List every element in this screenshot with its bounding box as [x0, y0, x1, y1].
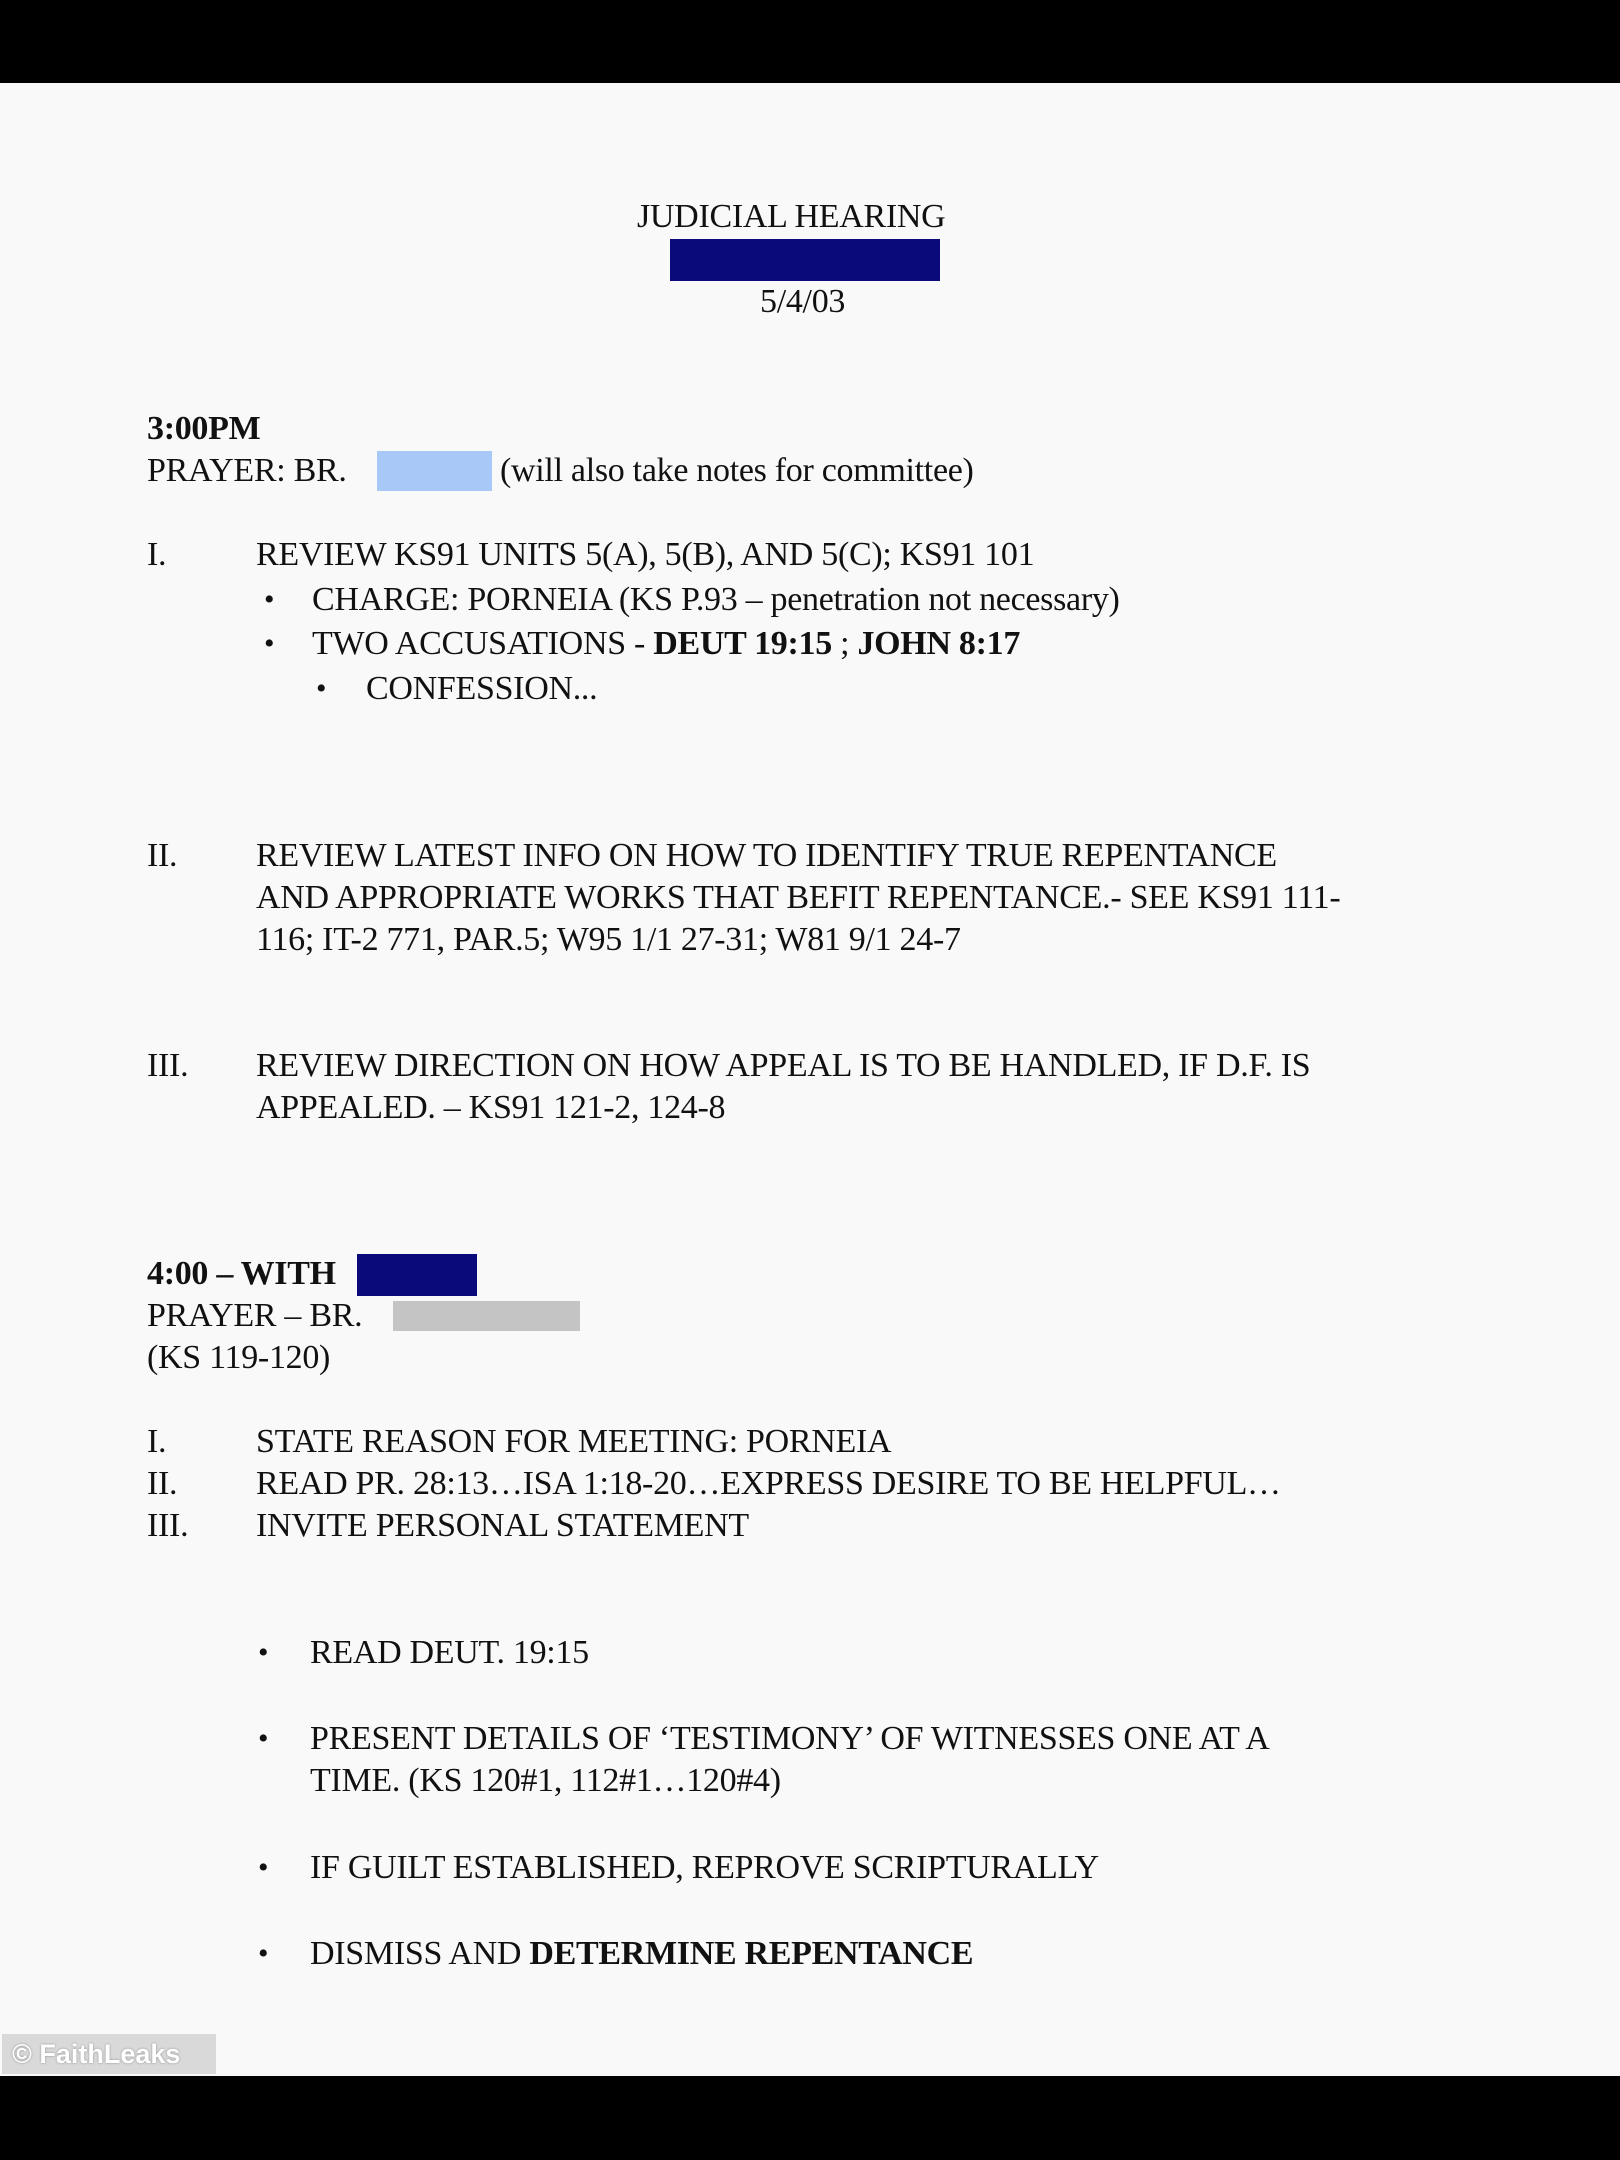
session1-time: 3:00PM — [147, 410, 261, 447]
bullet-icon: • — [258, 1636, 269, 1669]
item-text-line: APPEALED. – KS91 121-2, 124-8 — [256, 1089, 726, 1126]
item-numeral: I. — [147, 536, 167, 573]
bullet-text: IF GUILT ESTABLISHED, REPROVE SCRIPTURALLY — [310, 1849, 1099, 1886]
item-text-line: REVIEW LATEST INFO ON HOW TO IDENTIFY TRUE REPENTANCE — [256, 837, 1277, 874]
bullet-icon: • — [258, 1937, 269, 1970]
accusations-ref1: DEUT 19:15 — [653, 625, 832, 662]
watermark-label: © FaithLeaks — [2, 2034, 216, 2074]
session1-prayer-suffix: (will also take notes for committee) — [500, 452, 974, 489]
accusations-sep: ; — [831, 625, 858, 662]
redaction-bar-prayer1 — [377, 451, 492, 491]
item-numeral: I. — [147, 1423, 167, 1460]
session2-prayer: PRAYER – BR. — [147, 1297, 363, 1334]
session2-ref: (KS 119-120) — [147, 1339, 331, 1376]
item-text: READ PR. 28:13…ISA 1:18-20…EXPRESS DESIRE TO BE HELPFUL… — [256, 1465, 1281, 1502]
accusations-prefix: TWO ACCUSATIONS - — [312, 625, 654, 662]
item-numeral: III. — [147, 1507, 189, 1544]
session2-time: 4:00 – WITH — [147, 1255, 336, 1292]
dismiss-bold: DETERMINE REPENTANCE — [529, 1935, 974, 1972]
document-date: 5/4/03 — [760, 283, 846, 320]
item-text-line: 116; IT-2 771, PAR.5; W95 1/1 27-31; W81 9/1 24-7 — [256, 921, 961, 958]
item-text: INVITE PERSONAL STATEMENT — [256, 1507, 749, 1544]
redaction-bar-prayer2 — [393, 1301, 580, 1331]
bullet-icon: • — [316, 672, 327, 705]
item-numeral: III. — [147, 1047, 189, 1084]
bullet-text: CHARGE: PORNEIA (KS P.93 – penetration not necessary) — [312, 581, 1120, 618]
document-title: JUDICIAL HEARING — [637, 198, 946, 235]
item-text-line: REVIEW DIRECTION ON HOW APPEAL IS TO BE HANDLED, IF D.F. IS — [256, 1047, 1311, 1084]
item-text: REVIEW KS91 UNITS 5(A), 5(B), AND 5(C); KS91 101 — [256, 536, 1035, 573]
bullet-text: READ DEUT. 19:15 — [310, 1634, 589, 1671]
item-text: STATE REASON FOR MEETING: PORNEIA — [256, 1423, 892, 1460]
bullet-text-dismiss — [310, 1933, 973, 1975]
bullet-text-accusations — [312, 623, 1020, 665]
bullet-icon: • — [258, 1722, 269, 1755]
bullet-icon: • — [264, 627, 275, 660]
bullet-text-line: TIME. (KS 120#1, 112#1…120#4) — [310, 1762, 781, 1799]
dismiss-prefix: DISMISS AND — [310, 1935, 530, 1972]
item-numeral: II. — [147, 837, 178, 874]
item-text-line: AND APPROPRIATE WORKS THAT BEFIT REPENTANCE.- SEE KS91 111- — [256, 879, 1341, 916]
bullet-text: CONFESSION... — [366, 670, 598, 707]
redaction-bar-name — [670, 239, 940, 281]
session1-prayer-prefix: PRAYER: BR. — [147, 452, 347, 489]
bullet-icon: • — [264, 583, 275, 616]
bullet-text-line: PRESENT DETAILS OF ‘TESTIMONY’ OF WITNESSES ONE AT A — [310, 1720, 1270, 1757]
item-numeral: II. — [147, 1465, 178, 1502]
bullet-icon: • — [258, 1851, 269, 1884]
redaction-bar-accused — [357, 1254, 477, 1296]
accusations-ref2: JOHN 8:17 — [857, 625, 1021, 662]
